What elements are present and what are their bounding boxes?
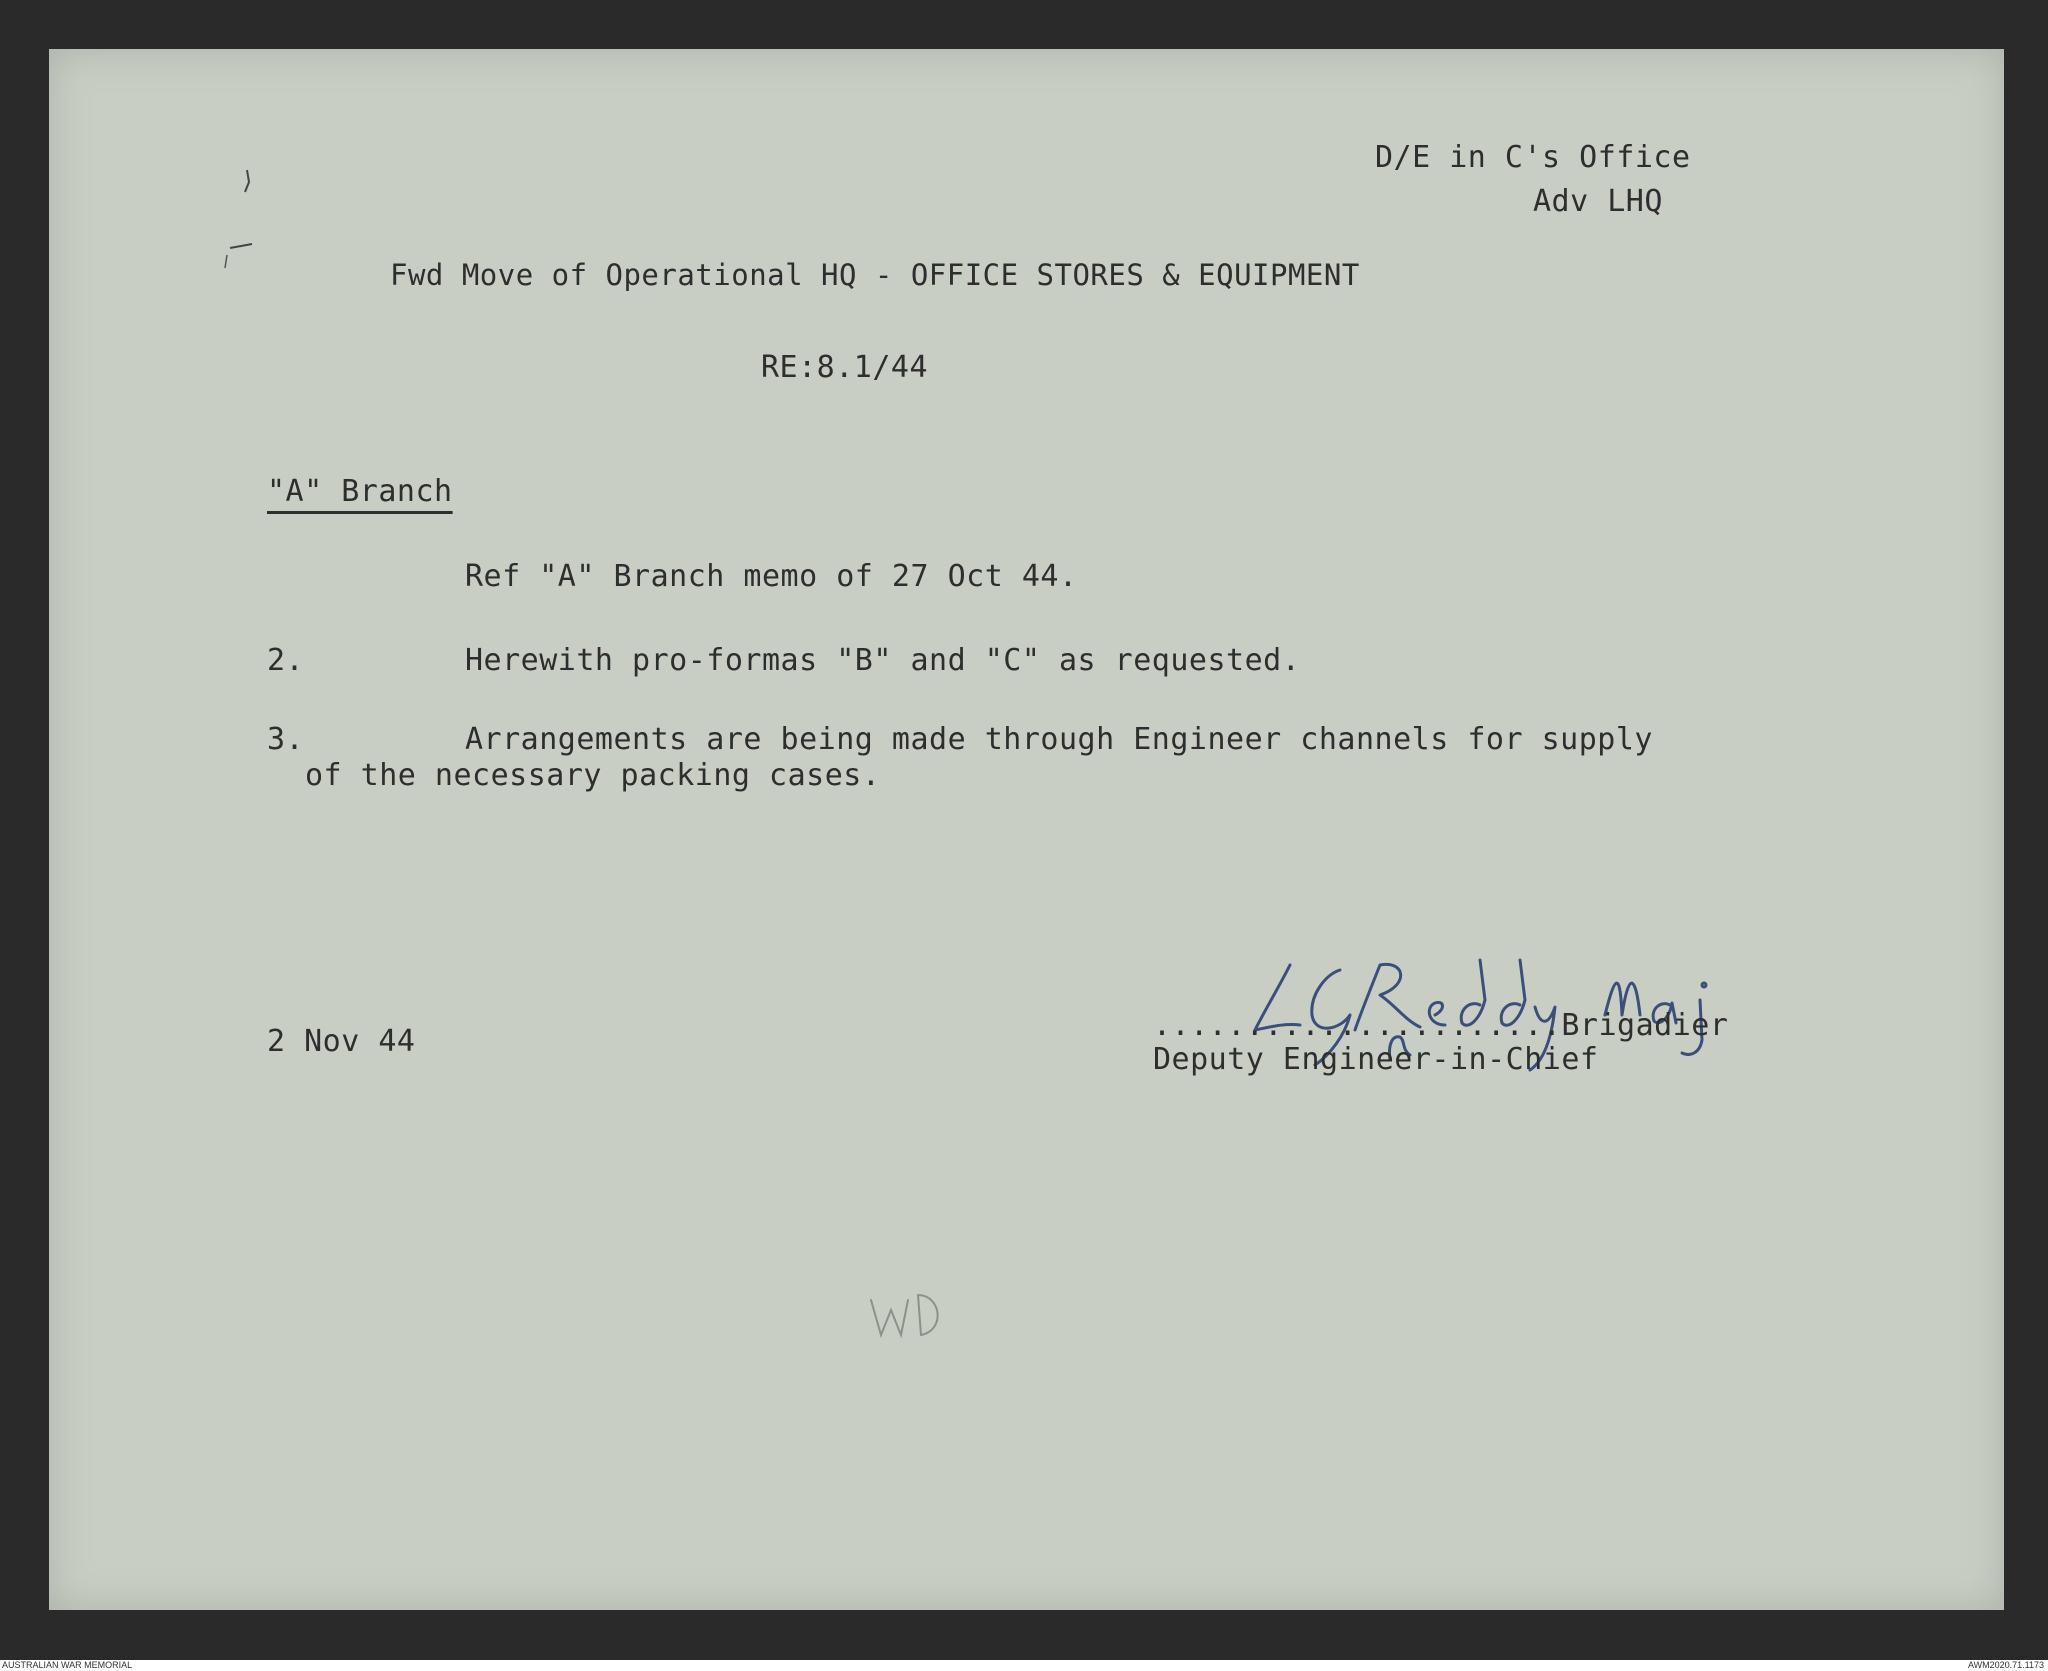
reference-number: RE:8.1/44	[761, 350, 929, 385]
paragraph-3-line-2: of the necessary packing cases.	[305, 758, 881, 793]
paragraph-1: Ref "A" Branch memo of 27 Oct 44.	[465, 559, 1078, 594]
handwritten-margin-note	[866, 1285, 946, 1345]
recipient-office: D/E in C's Office	[1375, 140, 1691, 175]
recipient-hq: Adv LHQ	[1533, 184, 1663, 219]
paragraph-2-number: 2.	[267, 643, 305, 678]
archive-credit: AUSTRALIAN WAR MEMORIAL	[2, 1660, 133, 1670]
signatory-title: Deputy Engineer-in-Chief	[1153, 1042, 1599, 1077]
punch-hole-marks	[212, 160, 262, 270]
signature-line: ......................Brigadier	[1153, 1008, 1729, 1043]
paragraph-2: Herewith pro-formas "B" and "C" as requested.	[465, 643, 1301, 678]
archive-reference: AWM2020.71.1173	[1967, 1660, 2044, 1670]
addressee: "A" Branch	[267, 474, 453, 509]
paragraph-3-line-1: Arrangements are being made through Engineer channels for supply	[465, 722, 1653, 757]
letter-date: 2 Nov 44	[267, 1024, 416, 1059]
subject-line: Fwd Move of Operational HQ - OFFICE STORES & EQUIPMENT	[390, 258, 1360, 292]
paragraph-3-number: 3.	[267, 722, 305, 757]
